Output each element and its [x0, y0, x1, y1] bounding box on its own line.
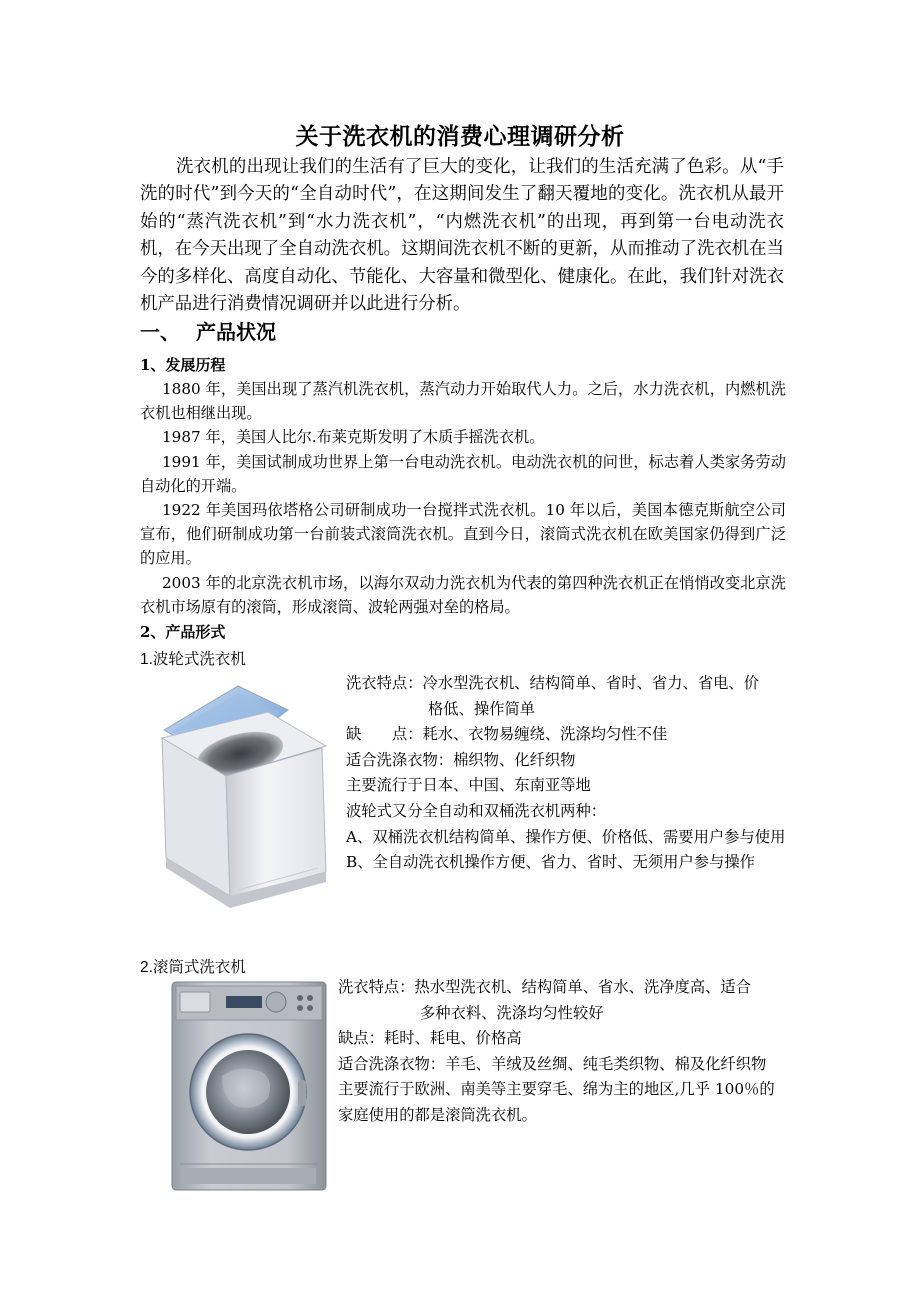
pulsator-title: 1.波轮式洗衣机 [140, 651, 246, 668]
history-paragraph: 1922 年美国玛依塔格公司研制成功一台搅拌式洗衣机。10 年以后，美国本德克斯航空公司宣布，他们研制成功第一台前装式滚筒洗衣机。直到今日，滚筒式洗衣机在欧美国家仍得到广泛的应用。 [140, 501, 786, 568]
intro-paragraph [140, 154, 784, 318]
pulsator-description [346, 671, 788, 876]
pulsator-line: A、双桶洗衣机结构简单、操作方便、价格低、需要用户参与使用 [346, 827, 786, 846]
drum-washer-image [170, 980, 328, 1192]
section-title: 产品状况 [196, 320, 276, 344]
top-load-washer-illustration [150, 676, 336, 908]
pulsator-line: B、全自动洗衣机操作方便、省力、省时、无须用户参与操作 [346, 853, 755, 872]
section-heading [140, 316, 276, 345]
pulsator-line: 格低、操作简单 [428, 699, 536, 718]
section-number: 一、 [140, 320, 180, 344]
drum-line: 缺点：耗时、耗电、价格高 [338, 1029, 522, 1048]
drum-line: 适合洗涤衣物：羊毛、羊绒及丝绸、纯毛类织物、棉及化纤织物 [338, 1054, 767, 1073]
pulsator-line: 主要流行于日本、中国、东南亚等地 [346, 776, 591, 795]
forms-heading: 2、产品形式 [140, 623, 226, 641]
pulsator-washer-image [150, 676, 336, 908]
drum-line: 洗衣特点：热水型洗衣机、结构简单、省水、洗净度高、适合 [338, 978, 752, 996]
drum-title: 2.滚筒式洗衣机 [140, 959, 246, 976]
pulsator-line: 波轮式又分全自动和双桶洗衣机两种： [346, 801, 607, 820]
history-paragraph: 2003 年的北京洗衣机市场，以海尔双动力洗衣机为代表的第四种洗衣机正在悄悄改变北京洗衣机市场原有的滚筒，形成滚筒、波轮两强对垒的格局。 [140, 573, 786, 616]
document-title: 关于洗衣机的消费心理调研分析 [295, 123, 625, 150]
history-paragraph: 1880 年，美国出现了蒸汽机洗衣机，蒸汽动力开始取代人力。之后，水力洗衣机，内燃机洗衣机也相继出现。 [140, 380, 786, 423]
drum-description [338, 975, 788, 1129]
pulsator-line: 适合洗涤衣物：棉织物、化纤织物 [346, 750, 576, 769]
pulsator-line: 缺 点：耗水、衣物易缠绕、洗涤均匀性不佳 [346, 725, 668, 744]
front-load-washer-illustration [170, 980, 328, 1192]
history-paragraph: 1987 年，美国人比尔.布莱克斯发明了木质手摇洗衣机。 [162, 428, 545, 447]
drum-line: 主要流行于欧洲、南美等主要穿毛、绵为主的地区,几乎 100％的家庭使用的都是滚筒洗衣机。 [338, 1080, 775, 1124]
history-heading: 1、发展历程 [140, 356, 226, 374]
pulsator-line: 洗衣特点：冷水型洗衣机、结构简单、省时、省力、省电、价 [346, 674, 760, 692]
history-paragraphs [140, 377, 786, 619]
intro-text: 洗衣机的出现让我们的生活有了巨大的变化，让我们的生活充满了色彩。从“手洗的时代”到今天的“全自动时代”，在这期间发生了翻天覆地的变化。洗衣机从最开始的“蒸汽洗衣机”到“水力洗衣机”，“内燃洗衣机”的出现，再到第一台电动洗衣机，在今天出现了全自动洗衣机。这期间洗衣机不断的更新，从而推动了洗衣机在当今的多样化、高度自动化、节能化、大容量和微型化、健康化。在此，我们针对洗衣机产品进行消费情况调研并以此进行分析。 [140, 157, 784, 315]
history-paragraph: 1991 年，美国试制成功世界上第一台电动洗衣机。电动洗衣机的问世，标志着人类家务劳动自动化的开端。 [140, 452, 786, 495]
drum-line: 多种衣料、洗涤均匀性较好 [420, 1003, 604, 1022]
